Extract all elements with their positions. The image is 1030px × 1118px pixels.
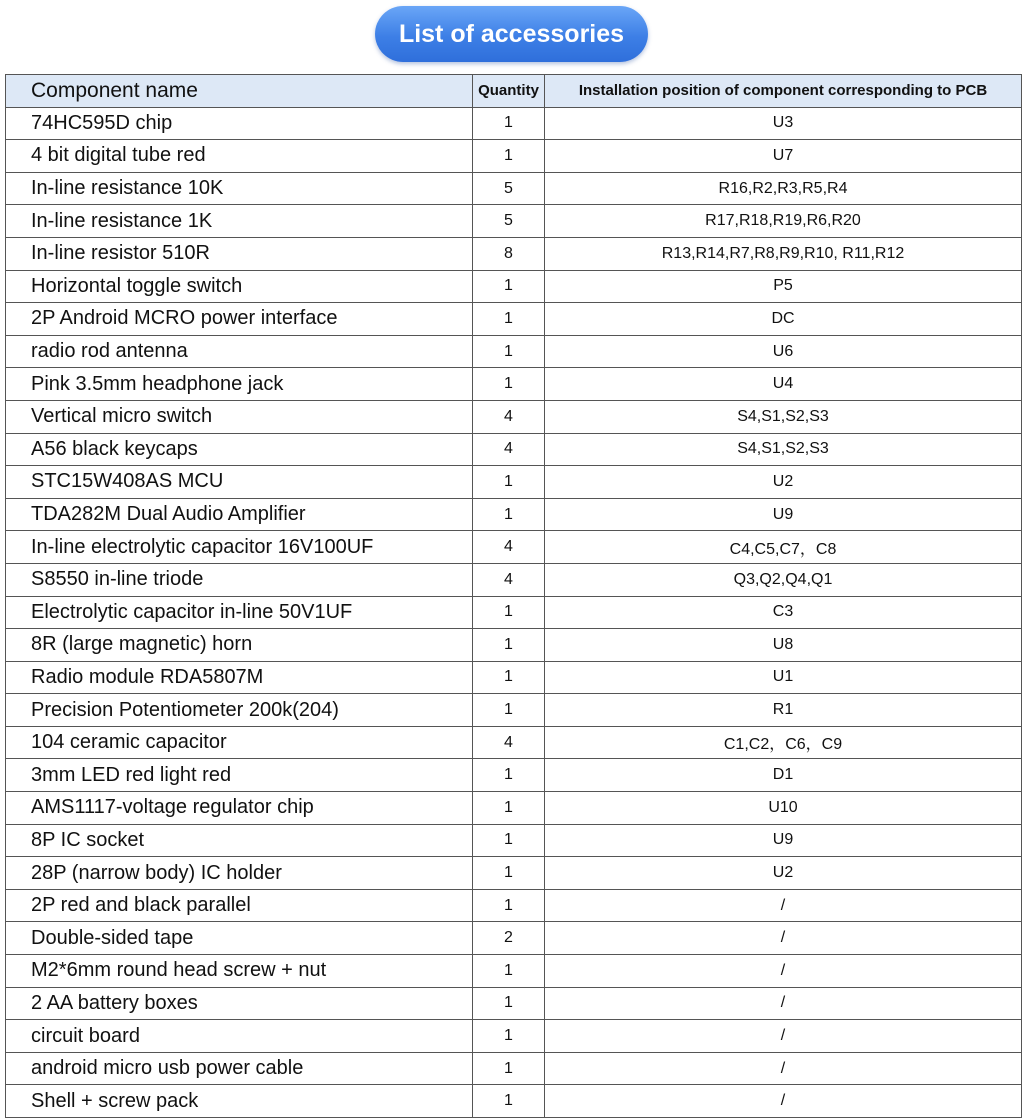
- quantity-cell: 1: [473, 498, 545, 531]
- quantity-cell: 1: [473, 303, 545, 336]
- table-row: [6, 857, 1022, 890]
- table-row: [6, 955, 1022, 988]
- quantity-cell: 1: [473, 596, 545, 629]
- component-name-cell: android micro usb power cable: [6, 1052, 473, 1085]
- quantity-cell: 8: [473, 237, 545, 270]
- quantity-cell: 4: [473, 433, 545, 466]
- component-name-cell: Double-sided tape: [6, 922, 473, 955]
- position-cell: D1: [545, 759, 1022, 792]
- quantity-cell: 1: [473, 987, 545, 1020]
- component-name-cell: Precision Potentiometer 200k(204): [6, 694, 473, 727]
- position-cell: C1,C2，C6，C9: [545, 726, 1022, 759]
- quantity-cell: 1: [473, 335, 545, 368]
- component-name-cell: circuit board: [6, 1020, 473, 1053]
- component-name-cell: 4 bit digital tube red: [6, 140, 473, 173]
- position-cell: C3: [545, 596, 1022, 629]
- table-row: [6, 433, 1022, 466]
- component-name-cell: A56 black keycaps: [6, 433, 473, 466]
- position-cell: /: [545, 922, 1022, 955]
- component-name-cell: 8P IC socket: [6, 824, 473, 857]
- page-title: List of accessories: [375, 6, 648, 62]
- position-cell: U9: [545, 498, 1022, 531]
- component-name-cell: AMS1117-voltage regulator chip: [6, 792, 473, 825]
- component-name-cell: 2P red and black parallel: [6, 889, 473, 922]
- position-cell: U2: [545, 857, 1022, 890]
- position-cell: U10: [545, 792, 1022, 825]
- quantity-cell: 1: [473, 759, 545, 792]
- table-row: [6, 140, 1022, 173]
- table-header-row: [6, 75, 1022, 108]
- table-row: [6, 172, 1022, 205]
- position-cell: R1: [545, 694, 1022, 727]
- quantity-cell: 1: [473, 955, 545, 988]
- quantity-cell: 1: [473, 107, 545, 140]
- quantity-cell: 1: [473, 140, 545, 173]
- table-row: [6, 987, 1022, 1020]
- table-row: [6, 270, 1022, 303]
- table-row: [6, 661, 1022, 694]
- quantity-cell: 2: [473, 922, 545, 955]
- quantity-cell: 1: [473, 889, 545, 922]
- table-row: [6, 889, 1022, 922]
- component-name-cell: 3mm LED red light red: [6, 759, 473, 792]
- component-name-cell: radio rod antenna: [6, 335, 473, 368]
- table-row: [6, 792, 1022, 825]
- position-cell: R17,R18,R19,R6,R20: [545, 205, 1022, 238]
- quantity-cell: 1: [473, 466, 545, 499]
- quantity-cell: 4: [473, 531, 545, 564]
- table-row: [6, 498, 1022, 531]
- component-name-cell: 74HC595D chip: [6, 107, 473, 140]
- quantity-cell: 1: [473, 857, 545, 890]
- component-name-cell: 104 ceramic capacitor: [6, 726, 473, 759]
- component-name-cell: Shell + screw pack: [6, 1085, 473, 1118]
- table-row: [6, 466, 1022, 499]
- quantity-cell: 4: [473, 726, 545, 759]
- table-row: [6, 107, 1022, 140]
- position-cell: /: [545, 955, 1022, 988]
- position-cell: U1: [545, 661, 1022, 694]
- component-name-cell: In-line resistor 510R: [6, 237, 473, 270]
- position-cell: /: [545, 987, 1022, 1020]
- table-row: [6, 629, 1022, 662]
- component-name-cell: In-line resistance 10K: [6, 172, 473, 205]
- accessories-table: [5, 74, 1022, 1118]
- table-row: [6, 563, 1022, 596]
- component-name-cell: 28P (narrow body) IC holder: [6, 857, 473, 890]
- component-name-cell: S8550 in-line triode: [6, 563, 473, 596]
- quantity-cell: 5: [473, 172, 545, 205]
- quantity-cell: 1: [473, 824, 545, 857]
- table-row: [6, 400, 1022, 433]
- component-name-cell: In-line resistance 1K: [6, 205, 473, 238]
- quantity-cell: 1: [473, 368, 545, 401]
- component-name-cell: 8R (large magnetic) horn: [6, 629, 473, 662]
- quantity-cell: 1: [473, 270, 545, 303]
- quantity-cell: 4: [473, 400, 545, 433]
- table-row: [6, 205, 1022, 238]
- position-cell: Q3,Q2,Q4,Q1: [545, 563, 1022, 596]
- table-row: [6, 1085, 1022, 1118]
- position-cell: U9: [545, 824, 1022, 857]
- table-row: [6, 596, 1022, 629]
- header-quantity: Quantity: [473, 75, 545, 108]
- position-cell: DC: [545, 303, 1022, 336]
- quantity-cell: 1: [473, 629, 545, 662]
- position-cell: /: [545, 1020, 1022, 1053]
- position-cell: /: [545, 889, 1022, 922]
- quantity-cell: 1: [473, 792, 545, 825]
- component-name-cell: Horizontal toggle switch: [6, 270, 473, 303]
- position-cell: /: [545, 1052, 1022, 1085]
- table-row: [6, 759, 1022, 792]
- position-cell: U7: [545, 140, 1022, 173]
- quantity-cell: 1: [473, 694, 545, 727]
- quantity-cell: 4: [473, 563, 545, 596]
- table-row: [6, 1052, 1022, 1085]
- table-row: [6, 726, 1022, 759]
- table-row: [6, 237, 1022, 270]
- quantity-cell: 1: [473, 1020, 545, 1053]
- table-row: [6, 303, 1022, 336]
- position-cell: S4,S1,S2,S3: [545, 433, 1022, 466]
- component-name-cell: 2 AA battery boxes: [6, 987, 473, 1020]
- quantity-cell: 5: [473, 205, 545, 238]
- component-name-cell: TDA282M Dual Audio Amplifier: [6, 498, 473, 531]
- position-cell: R13,R14,R7,R8,R9,R10, R11,R12: [545, 237, 1022, 270]
- position-cell: R16,R2,R3,R5,R4: [545, 172, 1022, 205]
- position-cell: U4: [545, 368, 1022, 401]
- position-cell: U3: [545, 107, 1022, 140]
- quantity-cell: 1: [473, 1052, 545, 1085]
- table-row: [6, 335, 1022, 368]
- header-installation-position: Installation position of component corresponding to PCB: [545, 75, 1022, 108]
- position-cell: /: [545, 1085, 1022, 1118]
- table-row: [6, 694, 1022, 727]
- table-row: [6, 922, 1022, 955]
- position-cell: S4,S1,S2,S3: [545, 400, 1022, 433]
- quantity-cell: 1: [473, 1085, 545, 1118]
- position-cell: P5: [545, 270, 1022, 303]
- position-cell: U2: [545, 466, 1022, 499]
- position-cell: U6: [545, 335, 1022, 368]
- component-name-cell: Vertical micro switch: [6, 400, 473, 433]
- component-name-cell: Radio module RDA5807M: [6, 661, 473, 694]
- table-row: [6, 824, 1022, 857]
- title-area: [0, 0, 1030, 72]
- component-name-cell: M2*6mm round head screw + nut: [6, 955, 473, 988]
- component-name-cell: Pink 3.5mm headphone jack: [6, 368, 473, 401]
- component-name-cell: STC15W408AS MCU: [6, 466, 473, 499]
- component-name-cell: 2P Android MCRO power interface: [6, 303, 473, 336]
- table-row: [6, 1020, 1022, 1053]
- table-row: [6, 531, 1022, 564]
- position-cell: U8: [545, 629, 1022, 662]
- table-row: [6, 368, 1022, 401]
- position-cell: C4,C5,C7，C8: [545, 531, 1022, 564]
- component-name-cell: Electrolytic capacitor in-line 50V1UF: [6, 596, 473, 629]
- header-component-name: Component name: [6, 75, 473, 108]
- component-name-cell: In-line electrolytic capacitor 16V100UF: [6, 531, 473, 564]
- quantity-cell: 1: [473, 661, 545, 694]
